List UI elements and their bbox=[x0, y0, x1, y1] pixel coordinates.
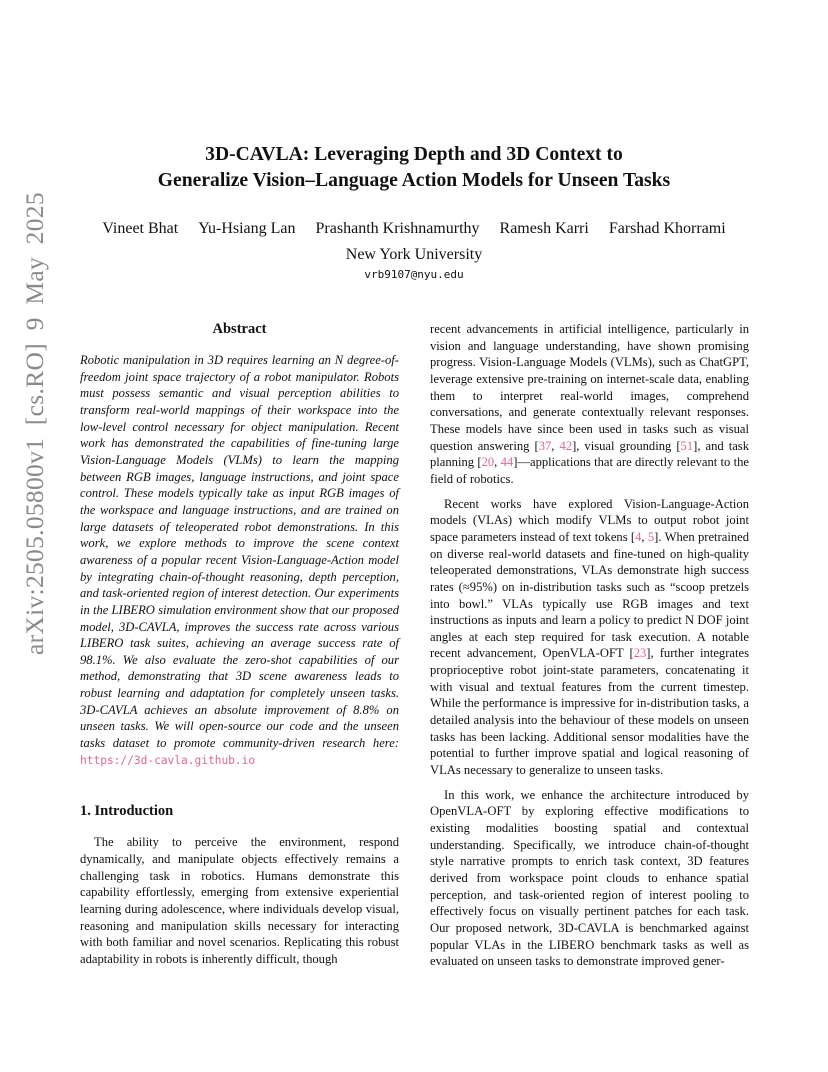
text-run: , bbox=[641, 529, 648, 544]
citation-link[interactable]: 37 bbox=[538, 438, 552, 453]
paper-title bbox=[60, 142, 768, 194]
author-name: Farshad Khorrami bbox=[608, 220, 726, 237]
author-list bbox=[40, 218, 788, 240]
arxiv-identifier: arXiv:2505.05800v1 [cs.RO] 9 May 2025 bbox=[20, 192, 49, 655]
author-name: Ramesh Karri bbox=[499, 220, 589, 237]
right-paragraph-1 bbox=[430, 321, 749, 488]
right-paragraph-3: In this work, we enhance the architecture introduced by OpenVLA-OFT by exploring effective modifications to existing modalities boosting spatial and contextual understanding. Specifically, we introduce chain-of-thought style narrative prompts to enrich task context, 3D features derived from workspace point clouds to enhance spatial perception, and task-oriented region of interest pooling to effectively focus on visually pertinent patches for each task. Our proposed network, 3D-CAVLA is benchmarked against popular VLAs in the LIBERO benchmark tasks as well as evaluated on unseen tasks to demonstrate improved gener- bbox=[430, 787, 749, 969]
citation-link[interactable]: 23 bbox=[633, 646, 647, 661]
citation-link[interactable]: 44 bbox=[500, 455, 514, 470]
citation-link[interactable]: 4 bbox=[635, 529, 642, 544]
left-column bbox=[80, 320, 399, 968]
citation-link[interactable]: 5 bbox=[647, 529, 655, 544]
text-run: ]. When pretrained on diverse real-world datasets and fine-tuned on high-quality teleoperated demonstrations, VLAs demonstrate high success rates (≈95%) on in-distribution tasks such as “scoop pretzels into bowl.” VLAs typically use RGB images and text instructions as inputs and learn a policy to predict N DOF joint angles at each step required for task execution. A notable recent advancement, OpenVLA-OFT [ bbox=[430, 529, 750, 661]
text-run: , bbox=[494, 455, 501, 470]
text-run: , bbox=[551, 438, 560, 453]
author-name: Vineet Bhat bbox=[102, 220, 179, 237]
author-name: Yu-Hsiang Lan bbox=[198, 220, 296, 237]
citation-link[interactable]: 20 bbox=[481, 455, 495, 470]
text-run: ], and task planning [ bbox=[430, 438, 750, 470]
abstract-heading: Abstract bbox=[212, 321, 267, 337]
author-name: Prashanth Krishnamurthy bbox=[315, 220, 480, 237]
text-run: ], visual grounding [ bbox=[572, 438, 681, 453]
citation-link[interactable]: 51 bbox=[680, 438, 694, 453]
project-url-link[interactable]: https://3d-cavla.github.io bbox=[80, 753, 256, 767]
title-line-1: 3D-CAVLA: Leveraging Depth and 3D Context to bbox=[205, 144, 623, 165]
abstract-text bbox=[80, 352, 399, 769]
text-run: Recent works have explored Vision-Language-Action models (VLAs) which modify VLMs to output robot joint space parameters instead of text tokens [ bbox=[430, 496, 749, 544]
abstract-body: Robotic manipulation in 3D requires learning an N degree-of-freedom joint space trajectory of a robot manipulator. Robots must possess semantic and visual perception abilities to transform real-world mappings of their workspace into the low-level control necessary for object manipulation. Recent work has demonstrated the capabilities of fine-tuning large Vision-Language Models (VLMs) to learn the mapping between RGB images, language instructions, and joint space control. These models typically take as input RGB images of the workspace and language instructions, and are trained on large datasets of teleoperated robot demonstrations. In this work, we explore methods to improve the scene context awareness of a popular recent Vision-Language-Action model by integrating chain-of-thought reasoning, depth perception, and task-oriented region of interest detection. Our experiments in the LIBERO simulation environment show that our proposed model, 3D-CAVLA, improves the success rate across various LIBERO task suites, achieving an average success rate of 98.1%. We also evaluate the zero-shot capabilities of our method, demonstrating that 3D scene awareness leads to robust learning and adaptation for completely unseen tasks. 3D-CAVLA achieves an absolute improvement of 8.8% on unseen tasks. We will open-source our code and the unseen tasks dataset to promote community-driven research here: bbox=[80, 353, 399, 751]
introduction-heading: 1. Introduction bbox=[80, 803, 174, 820]
text-run: ], further integrates proprioceptive robot joint-state parameters, concatenating it with visual and textual features from the current timestep. While the performance is impressive for in-distribution tasks, a detailed analysis into the behaviour of these models on unseen tasks has been lacking. Additional sensor modalities have the potential to further improve spatial and logical reasoning of VLAs necessary to generalize to unseen tasks. bbox=[430, 646, 749, 778]
text-run: ]—applications that are directly relevant to the field of robotics. bbox=[430, 455, 749, 486]
citation-link[interactable]: 42 bbox=[559, 438, 573, 453]
title-line-2: Generalize Vision–Language Action Models for Unseen Tasks bbox=[157, 170, 671, 191]
right-column bbox=[430, 321, 749, 970]
intro-paragraph: The ability to perceive the environment, respond dynamically, and manipulate objects effectively remains a challenging task in robotics. Humans demonstrate this capability effortlessly, emerging from extensive experiential learning during adolescence, where individuals develop visual, reasoning and manipulation skills necessary for interacting with both familiar and novel scenarios. Replicating this robust adaptability in robots is inherently difficult, though bbox=[80, 835, 399, 966]
affiliation: New York University bbox=[345, 246, 483, 263]
contact-email: vrb9107@nyu.edu bbox=[364, 268, 464, 281]
text-run: recent advancements in artificial intelligence, particularly in vision and language understanding, have shown promising progress. Vision-Language Models (VLMs), such as ChatGPT, leverage extensive pre-training on internet-scale data, enabling them to interpret real-world images, comprehend conversations, and generate contextually relevant responses. These models have since been used in tasks such as visual question answering [ bbox=[430, 322, 749, 453]
right-paragraph-2 bbox=[430, 496, 749, 779]
